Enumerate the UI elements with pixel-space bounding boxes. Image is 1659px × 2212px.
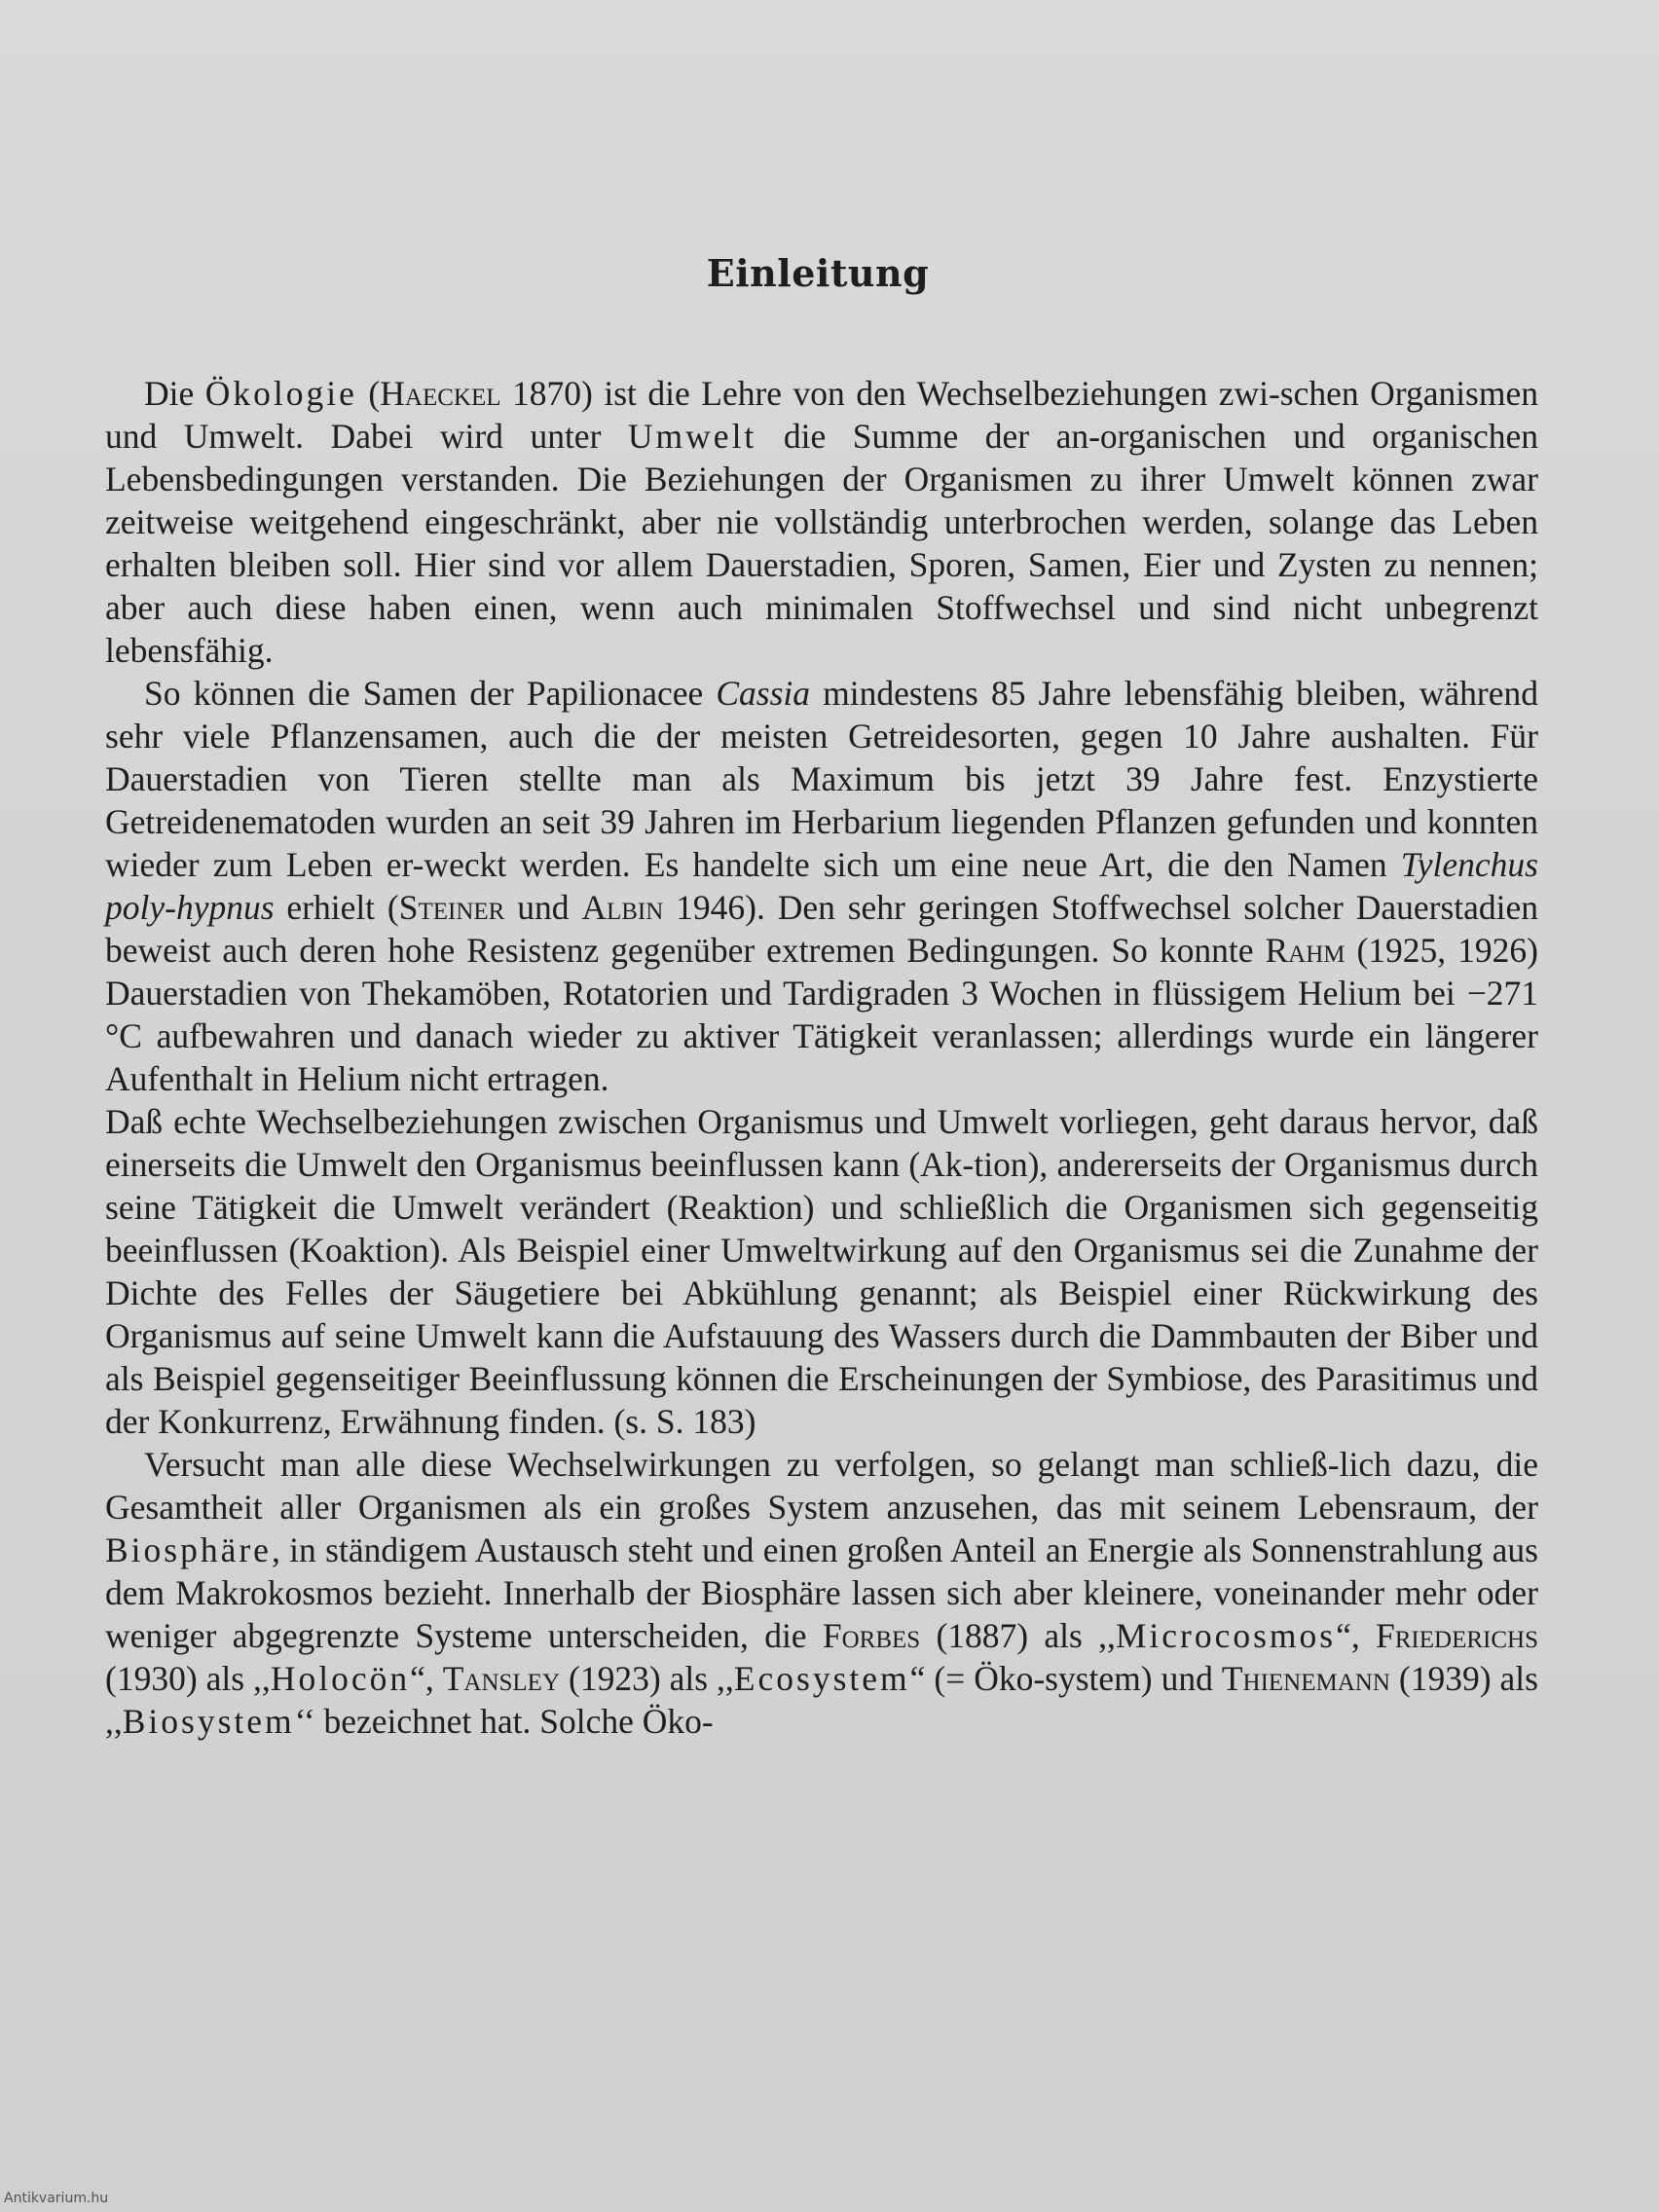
author-name: Haeckel: [380, 374, 501, 413]
spaced-term: Ökologie: [204, 374, 357, 413]
text-run: “ (= Öko-system) und: [909, 1659, 1222, 1698]
author-name: Forbes: [822, 1616, 921, 1655]
spaced-term: Ecosystem: [733, 1659, 910, 1698]
text-run: So können die Samen der Papilionacee: [144, 674, 717, 713]
text-run: erhielt (: [274, 888, 399, 927]
paragraph-4: [105, 1443, 1538, 1743]
paragraph-2: [105, 672, 1538, 1100]
spaced-term: Biosphäre: [105, 1530, 272, 1569]
body-text: [105, 372, 1538, 1743]
author-name: Thienemann: [1221, 1659, 1390, 1698]
text-run: mindestens 85 Jahre lebensfähig bleiben, während sehr viele Pflanzensamen, auch die der meisten Getreidesorten, gegen 10 Jahre aushalten. Für Dauerstadien von Tieren stellte man als Maximum bis jetzt 39 Jahre fest. Enzystierte Getreidenematoden wurden an seit 39 Jahren im Herbarium liegenden Pflanzen gefunden und konnten wieder zum Leben er-weckt werden. Es handelte sich um eine neue Art, die den Namen: [105, 674, 1538, 884]
author-name: Tansley: [442, 1659, 560, 1698]
page-title: Einleitung: [706, 251, 930, 295]
author-name: Friederichs: [1376, 1616, 1538, 1655]
species-name: Cassia: [716, 674, 810, 713]
text-run: (: [356, 374, 381, 413]
spaced-term: Microcosmos: [1115, 1616, 1337, 1655]
text-run: “,: [1336, 1616, 1376, 1655]
text-run: Versucht man alle diese Wechselwirkungen zu verfolgen, so gelangt man schließ-lich dazu, die Gesamtheit aller Organismen als ein großes System anzusehen, das mit seinem Lebensraum, der: [105, 1445, 1538, 1527]
text-run: und: [504, 888, 582, 927]
text-run: 1870) ist die Lehre von den Wechselbeziehungen zwi-schen Organismen und Umwelt. Dabei wird unter: [105, 374, 1538, 456]
author-name: Albin: [581, 888, 664, 927]
text-run: (1925, 1926) Dauerstadien von Thekamöben, Rotatorien und Tardigraden 3 Wochen in flüssigem Helium bei −271 °C aufbewahren und danach wieder zu aktiver Tätigkeit veranlassen; allerdings wurde ein längerer Aufenthalt in Helium nicht ertragen.: [105, 931, 1538, 1098]
paragraph-1: [105, 372, 1538, 672]
text-run: (1887) als ,,: [920, 1616, 1116, 1655]
species-name: Tylenchus poly-hypnus: [105, 845, 1538, 927]
text-run: 1946). Den sehr geringen Stoffwechsel solcher Dauerstadien beweist auch deren hohe Resistenz gegenüber extremen Bedingungen. So konnte: [105, 888, 1539, 970]
paragraph-3: Daß echte Wechselbeziehungen zwischen Organismus und Umwelt vorliegen, geht daraus hervor, daß einerseits die Umwelt den Organismus beeinflussen kann (Ak-tion), andererseits der Organismus durch seine Tätigkeit die Umwelt verändert (Reaktion) und schließlich die Organismen sich gegenseitig beeinflussen (Koaktion). Als Beispiel einer Umweltwirkung auf den Organismus sei die Zunahme der Dichte des Felles der Säugetiere bei Abkühlung genannt; als Beispiel einer Rückwirkung des Organismus auf seine Umwelt kann die Aufstauung des Wassers durch die Dammbauten der Biber und als Beispiel gegenseitiger Beeinflussung können die Erscheinungen der Symbiose, des Parasitimus und der Konkurrenz, Erwähnung finden. (s. S. 183): [105, 1102, 1538, 1441]
text-run: Die: [144, 374, 205, 413]
spaced-term: Holocön: [270, 1659, 411, 1698]
text-run: (1923) als ,,: [560, 1659, 734, 1698]
text-run: ‘‘ bezeichnet hat. Solche Öko-: [294, 1702, 714, 1741]
text-run: (1939) als ,,: [105, 1659, 1538, 1741]
author-name: Steiner: [398, 888, 505, 927]
text-run: die Summe der an-organischen und organischen Lebensbedingungen verstanden. Die Beziehungen der Organismen zu ihrer Umwelt können zwar zeitweise weitgehend eingeschränkt, aber nie vollständig unterbrochen werden, solange das Leben erhalten bleiben soll. Hier sind vor allem Dauerstadien, Sporen, Samen, Eier und Zysten zu nennen; aber auch diese haben einen, wenn auch minimalen Stoffwechsel und sind nicht unbegrenzt lebensfähig.: [105, 417, 1538, 670]
text-run: (1930) als ,,: [105, 1659, 271, 1698]
text-run: , in ständigem Austausch steht und einen großen Anteil an Energie als Sonnenstrahlung aus dem Makrokosmos bezieht. Innerhalb der Biosphäre lassen sich aber kleinere, voneinander mehr oder weniger abgegrenzte Systeme unterscheiden, die: [105, 1530, 1538, 1655]
text-run: “,: [410, 1659, 443, 1698]
spaced-term: Umwelt: [627, 417, 757, 456]
watermark: Antikvarium.hu: [4, 2191, 109, 2206]
spaced-term: Biosystem: [122, 1702, 295, 1741]
author-name: Rahm: [1265, 931, 1346, 970]
